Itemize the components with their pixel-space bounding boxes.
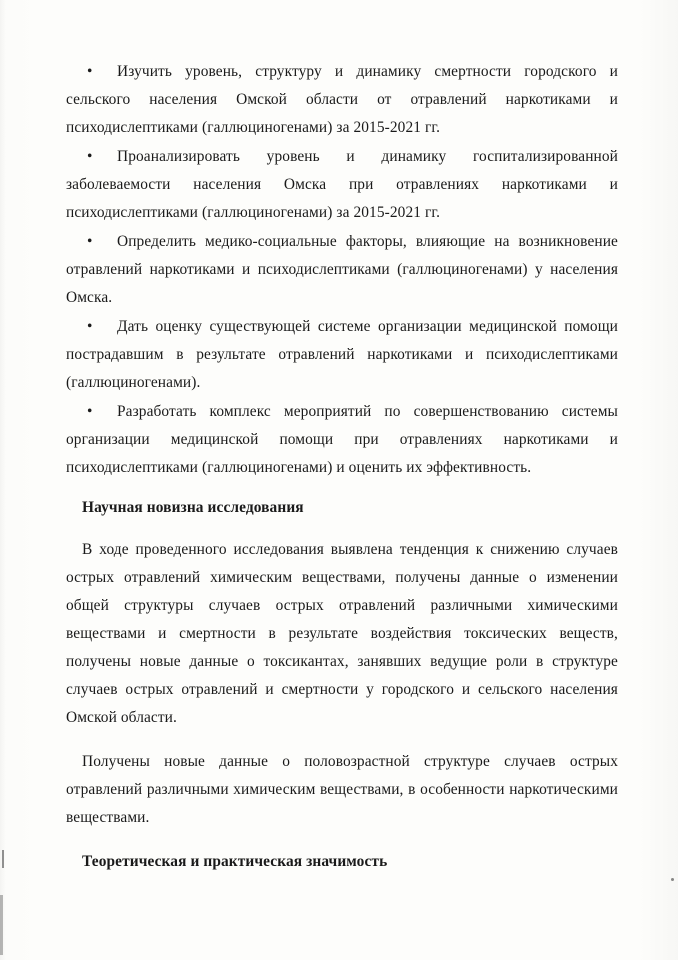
bullet-icon: •: [87, 148, 93, 165]
scan-dot: [671, 878, 674, 881]
bullet-icon: •: [87, 403, 93, 420]
bullet-text: Разработать комплекс мероприятий по совершенствованию системы организации медицинской помощи при отравлениях наркотиками и психодислептиками (галлюциногенами) и оценить их эффективность.: [66, 403, 618, 476]
bullet-text: Определить медико-социальные факторы, влияющие на возникновение отравлений наркотиками и психодислептиками (галлюциногенами) у населения Омска.: [66, 233, 618, 306]
bullet-item: [66, 58, 618, 142]
scan-edge-mark: [0, 895, 3, 955]
bullet-item: [66, 398, 618, 482]
scan-edge-mark: [2, 850, 4, 868]
bullet-icon: •: [87, 63, 93, 80]
section-heading-novelty: Научная новизна исследования: [82, 499, 304, 516]
document-body: [66, 58, 618, 876]
section-heading-significance: Теоретическая и практическая значимость: [82, 853, 388, 870]
bullet-list: [66, 58, 618, 482]
bullet-item: [66, 313, 618, 397]
bullet-text: Изучить уровень, структуру и динамику смертности городского и сельского населения Омской области от отравлений наркотиками и психодислептиками (галлюциногенами) за 2015-2021 гг.: [66, 63, 618, 136]
novelty-paragraph-2: Получены новые данные о половозрастной структуре случаев острых отравлений различными химическим веществами, в особенности наркотическими веществами.: [66, 753, 618, 826]
bullet-item: [66, 228, 618, 312]
bullet-icon: •: [87, 233, 93, 250]
bullet-icon: •: [87, 318, 93, 335]
bullet-text: Проанализировать уровень и динамику госпитализированной заболеваемости населения Омска при отравлениях наркотиками и психодислептиками (галлюциногенами) за 2015-2021 гг.: [66, 148, 618, 221]
bullet-item: [66, 143, 618, 227]
novelty-paragraph-1: В ходе проведенного исследования выявлена тенденция к снижению случаев острых отравлений химическим веществами, получены данные о изменении общей структуры случаев острых отравлений различными химическими веществами и смертности в результате воздействия токсических веществ, получены новые данные о токсикантах, занявших ведущие роли в структуре случаев острых отравлений и смертности у городского и сельского населения Омской области.: [66, 541, 618, 726]
bullet-text: Дать оценку существующей системе организации медицинской помощи пострадавшим в результате отравлений наркотиками и психодислептиками (галлюциногенами).: [66, 318, 618, 391]
